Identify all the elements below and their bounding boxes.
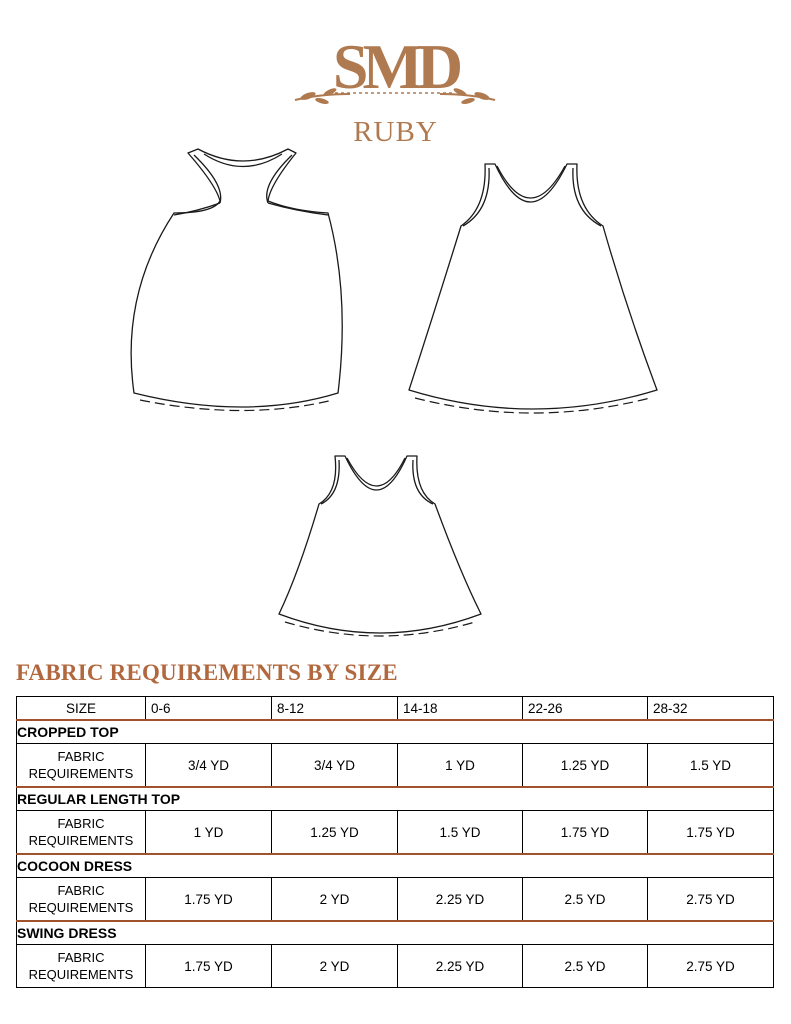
table-cell: 2.75 YD [648,878,774,922]
group-cocoon-dress: COCOON DRESS [17,854,774,878]
brand-logo [290,28,500,110]
size-28-32: 28-32 [648,697,774,721]
table-cell: 1.25 YD [272,811,398,855]
table-cell: 1.5 YD [398,811,523,855]
cocoon-dress-sketch [128,145,363,417]
size-8-12: 8-12 [272,697,398,721]
row-label [17,811,146,855]
table-cell: 2.5 YD [523,945,648,988]
size-0-6: 0-6 [146,697,272,721]
group-row [17,720,774,744]
table-cell: 1.75 YD [146,945,272,988]
table-cell: 2 YD [272,945,398,988]
row-label-line1: FABRIC [57,883,105,898]
table-cell: 3/4 YD [272,744,398,788]
table-cell: 1.25 YD [523,744,648,788]
table-cell: 2 YD [272,878,398,922]
row-label-line2: REQUIREMENTS [28,766,134,781]
swing-dress-sketch [405,160,660,422]
group-cropped-top: CROPPED TOP [17,720,774,744]
pattern-name: RUBY [353,116,438,148]
table-cell: 1.75 YD [523,811,648,855]
table-cell: 1.75 YD [146,878,272,922]
table-cell: 1.5 YD [648,744,774,788]
table-row [17,811,774,855]
row-label [17,878,146,922]
table-cell: 3/4 YD [146,744,272,788]
row-label-line2: REQUIREMENTS [28,900,134,915]
group-row [17,921,774,945]
group-swing-dress: SWING DRESS [17,921,774,945]
size-14-18: 14-18 [398,697,523,721]
size-header: SIZE [17,697,146,721]
table-cell: 1 YD [398,744,523,788]
table-row [17,878,774,922]
row-label-line1: FABRIC [57,816,105,831]
fabric-requirements-table [16,696,774,988]
table-cell: 2.25 YD [398,878,523,922]
row-label [17,945,146,988]
group-regular-length-top: REGULAR LENGTH TOP [17,787,774,811]
table-cell: 2.5 YD [523,878,648,922]
swing-top-sketch [275,452,485,642]
row-label-line1: FABRIC [57,749,105,764]
table-row [17,744,774,788]
table-cell: 1 YD [146,811,272,855]
group-row [17,854,774,878]
row-label [17,744,146,788]
size-22-26: 22-26 [523,697,648,721]
row-label-line1: FABRIC [57,950,105,965]
fabric-requirements-title: FABRIC REQUIREMENTS BY SIZE [16,660,398,685]
row-label-line2: REQUIREMENTS [28,833,134,848]
table-cell: 2.25 YD [398,945,523,988]
table-row [17,945,774,988]
row-label-line2: REQUIREMENTS [28,967,134,982]
group-row [17,787,774,811]
table-header-row [17,697,774,721]
svg-text:SMD: SMD [332,31,458,102]
table-cell: 2.75 YD [648,945,774,988]
table-cell: 1.75 YD [648,811,774,855]
